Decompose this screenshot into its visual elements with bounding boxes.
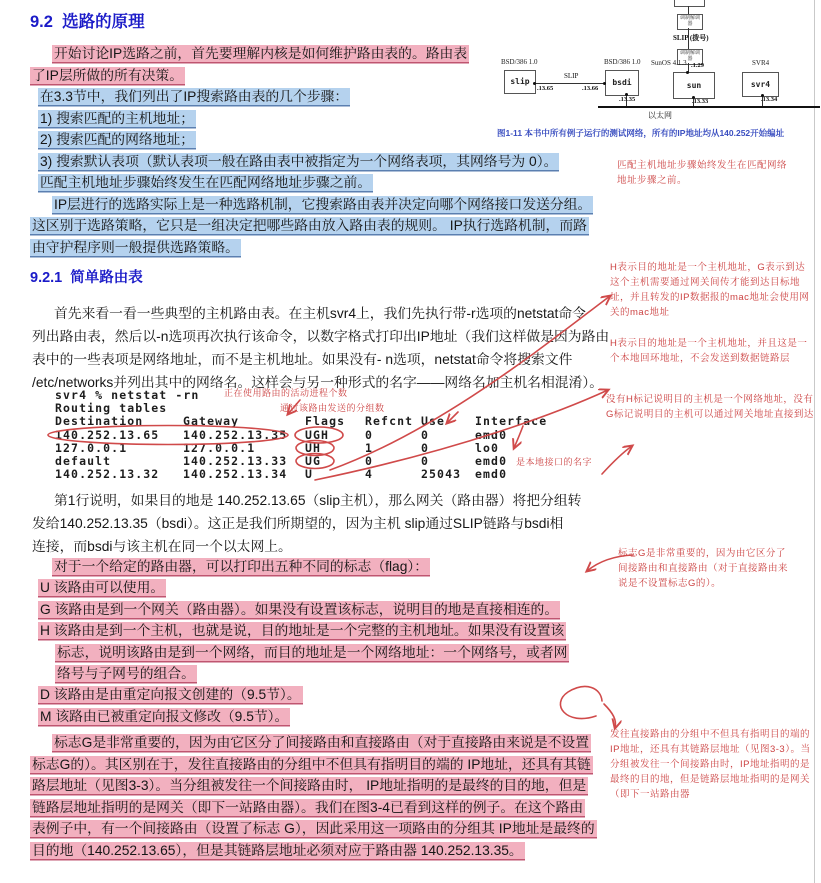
host-name-slip: slip bbox=[510, 77, 530, 87]
text-line: 3) 搜索默认表项（默认表项一般在路由表中被指定为一个网络表项，其网络号为 0）。 bbox=[40, 153, 558, 169]
text-line: D 该路由是由重定向报文创建的（9.5节）。 bbox=[40, 687, 301, 703]
text-line: 表例子中，有一个间接路由（设置了标志 G），因此采用这一项路由的分组其 IP地址是最终的 bbox=[32, 821, 595, 836]
table-cell: 140.252.13.33 bbox=[183, 453, 288, 468]
text-line: IP层进行的选路实际上是一种选路机制，它搜索路由表并决定向哪个网络接口发送分组。 bbox=[54, 196, 592, 212]
text-line: 路层地址（见图3-3）。当分组被发往一个间接路由时， IP地址指明的是最终的目的地，但是 bbox=[32, 778, 587, 793]
margin-note-loopback: H表示目的地址是一个主机地址，并且这是一个本地回环地址，不会发送到数据链路层 bbox=[610, 338, 808, 364]
margin-note-flag-g-important: 标志G是非常重要的，因为由它区分了间接路由和直接路由（对于直接路由来说是不设置标志G的）。 bbox=[618, 548, 789, 589]
text-line: 络号与子网号的组合。 bbox=[57, 665, 195, 681]
margin-note-flag-g: H表示目的地址是一个主机地址，G表示到达这个主机需要通过网关间传才能到达目标地址，并且转发的IP数据报的mac地址会使用网关的mac地址 bbox=[610, 262, 810, 318]
text-line: 匹配主机地址步骤始终发生在匹配网络地址步骤之前。 bbox=[40, 175, 372, 190]
text-line: 1) 搜索匹配的主机地址； bbox=[40, 110, 195, 126]
table-cell: U bbox=[305, 467, 314, 482]
text-line: H 该路由是到一个主机，也就是说，目的地址是一个完整的主机地址。如果没有设置该 bbox=[40, 623, 565, 639]
table-cell: UG bbox=[305, 453, 322, 468]
link-dot bbox=[686, 71, 689, 74]
table-cell: emd0 bbox=[475, 427, 508, 442]
os-label-svr4: SVR4 bbox=[752, 59, 770, 67]
text-line: G 该路由是到一个网关（路由器）。如果没有设置该标志，说明目的地是直接相连的。 bbox=[40, 601, 559, 617]
figure-caption: 图1-11 本书中所有例子运行的测试网络，所有的IP地址均从140.252开始编址 bbox=[497, 128, 785, 138]
text-line: 了IP层所做的所有决策。 bbox=[32, 67, 184, 83]
text-line: 首先来看一看一些典型的主机路由表。在主机svr4上，我们先执行带-r选项的netstat命令 bbox=[54, 306, 586, 321]
ip-slip-right: .13.65 bbox=[537, 85, 554, 92]
table-note-use: 通过该路由发送的分组数 bbox=[280, 403, 385, 413]
text-line: 表中的一些表项是网络地址，而不是主机地址。如果没有- n选项，netstat命令将搜索文件 bbox=[32, 352, 573, 367]
table-cell: 0 bbox=[421, 453, 430, 468]
table-cell: 140.252.13.65 bbox=[55, 427, 160, 442]
terminal-command: svr4 % netstat -rn bbox=[55, 388, 200, 402]
text-line: 标志G的）。其区别在于，发往直接路由的分组中不但具有指明目的端的 IP地址，还具有其链 bbox=[32, 756, 591, 772]
host-box-bsdi bbox=[605, 70, 639, 96]
host-name-bsdi: bsdi bbox=[612, 78, 632, 88]
text-line: 目的地（140.252.13.65），但是其链路层地址必须对应于路由器 140.252.13.35。 bbox=[32, 842, 523, 858]
slip-link-line bbox=[535, 83, 605, 84]
flags-list bbox=[30, 555, 569, 726]
arrow-to-note-direct-route bbox=[604, 704, 616, 728]
table-cell: 0 bbox=[365, 453, 374, 468]
table-cell: emd0 bbox=[475, 467, 508, 482]
table-cell: 0 bbox=[365, 427, 374, 442]
text-line: 标志，说明该路由是到一个网络，而目的地址是一个网络地址：一个网络号，或者网 bbox=[57, 644, 568, 660]
ip-svr4-bottom: .13.34 bbox=[761, 96, 778, 103]
wire bbox=[688, 6, 689, 14]
text-line: /etc/networks并列出其中的网络名。这样会与另一种形式的名字——网络名加主机名相混淆）。 bbox=[32, 375, 604, 390]
text-line: 由守护程序则一般提供选路策略。 bbox=[32, 239, 239, 255]
text-line: 第1行说明，如果目的地是 140.252.13.65（slip主机），那么网关（路由器）将把分组转 bbox=[54, 493, 582, 508]
host-box-sun bbox=[673, 72, 715, 99]
text-line: 这区别于选路策略，它只是一组决定把哪些路由放入路由表的规则。 IP执行选路机制，而路 bbox=[32, 218, 587, 233]
arrow-to-note-no-h bbox=[602, 446, 632, 474]
subsection-title: 9.2.1 简单路由表 bbox=[30, 270, 143, 286]
table-cell: UH bbox=[305, 440, 322, 455]
modem-box-top: 调制解调器 bbox=[677, 14, 703, 30]
table-note-refcnt: 正在使用路由的活动进程个数 bbox=[224, 388, 348, 398]
table-cell: emd0 bbox=[475, 453, 508, 468]
ethernet-label: 以太网 bbox=[648, 111, 672, 120]
netstat-intro-paragraph bbox=[30, 302, 611, 394]
table-cell: Use bbox=[421, 414, 446, 429]
section-title: 9.2 选路的原理 bbox=[30, 13, 145, 31]
route-explanation-paragraph bbox=[30, 489, 583, 558]
table-row bbox=[55, 429, 547, 442]
text-line: 在3.3节中，我们列出了IP搜索路由表的几个步骤： bbox=[40, 89, 349, 104]
link-dot bbox=[533, 82, 536, 85]
ip-bsdi-bottom: .13.35 bbox=[619, 96, 636, 103]
table-cell: default bbox=[55, 453, 112, 468]
table-cell: 127.0.0.1 bbox=[183, 440, 256, 455]
os-label-bsdi: BSD/386 1.0 bbox=[604, 58, 641, 66]
text-line: 2) 搜索匹配的网络地址； bbox=[40, 132, 195, 147]
table-cell: 4 bbox=[365, 467, 374, 482]
table-cell: Interface bbox=[475, 414, 548, 429]
text-line: 标志G是非常重要的，因为由它区分了间接路由和直接路由（对于直接路由来说是不设置 bbox=[54, 735, 590, 750]
table-note-interface: 是本地接口的名字 bbox=[516, 457, 593, 467]
host-box-svr4 bbox=[742, 72, 779, 97]
table-header-row bbox=[55, 415, 547, 428]
table-cell: 0 bbox=[421, 427, 430, 442]
table-cell: 0 bbox=[421, 440, 430, 455]
table-cell: 140.252.13.34 bbox=[183, 467, 288, 482]
text-line: 发给140.252.13.35（bsdi）。这正是我们所期望的，因为主机 slip通过SLIP链路与bsdi相 bbox=[32, 516, 564, 531]
table-cell: Gateway bbox=[183, 414, 240, 429]
table-row bbox=[55, 468, 547, 481]
text-line: 列出路由表，然后以-n选项再次执行该命令，以数字格式打印出IP地址（我们这样做是因为路由 bbox=[32, 329, 610, 344]
text-line: M 该路由已被重定向报文修改（9.5节）。 bbox=[40, 708, 289, 724]
host-box-slip bbox=[504, 70, 536, 94]
table-cell: 140.252.13.35 bbox=[183, 427, 288, 442]
os-label-slip: BSD/386 1.0 bbox=[501, 58, 538, 66]
table-cell: 1 bbox=[365, 440, 374, 455]
link-dot bbox=[603, 82, 606, 85]
modem-box-bottom: 调制解调器 bbox=[677, 49, 703, 65]
slip-link-label: SLIP bbox=[564, 72, 579, 80]
margin-note-match-order: 匹配主机地址步骤始终发生在匹配网络地址步骤之前。 bbox=[617, 160, 788, 186]
text-line: 链路层地址指明的是网关（即下一站路由器）。我们在图3-4已看到这样的例子。在这个路由 bbox=[32, 799, 584, 815]
margin-note-no-h: 没有H标记说明目的主机是一个网络地址，没有G标记说明目的主机可以通过网关地址直接到达 bbox=[606, 394, 814, 420]
terminal-title: Routing tables bbox=[55, 401, 168, 416]
text-line: 对于一个给定的路由器，可以打印出五种不同的标志（flag）： bbox=[54, 559, 429, 574]
text-line: 连接，而bsdi与该主机在同一个以太网上。 bbox=[32, 539, 292, 554]
slip-dialup-label: SLIP (拨号) bbox=[673, 34, 709, 42]
os-label-sun: SunOS 4.1.3 bbox=[651, 59, 687, 67]
ip-bsdi-left: .13.66 bbox=[582, 85, 599, 92]
ethernet-line bbox=[598, 106, 820, 108]
margin-note-direct-route: 发往直接路由的分组中不但具有指明目的端的IP地址，还具有其链路层地址（见图3-3）。当分组被发往一个间接路由时，IP地址指明的是最终的目的地，但是链路层地址指明的是网关（即下一站路由器 bbox=[610, 729, 811, 800]
table-cell: lo0 bbox=[475, 440, 500, 455]
table-row bbox=[55, 442, 547, 455]
host-name-sun: sun bbox=[686, 80, 702, 90]
flag-g-paragraph bbox=[30, 731, 597, 860]
table-cell: 25043 bbox=[421, 467, 462, 482]
table-cell: Refcnt bbox=[365, 414, 414, 429]
table-cell: 140.252.13.32 bbox=[55, 467, 160, 482]
router-box-cutoff bbox=[674, 0, 705, 7]
text-line: 开始讨论IP选路之前，首先要理解内核是如何维护路由表的。路由表 bbox=[54, 46, 468, 61]
table-cell: 127.0.0.1 bbox=[55, 440, 128, 455]
ip-sun-top: .1.29 bbox=[691, 62, 704, 69]
table-cell: Destination bbox=[55, 414, 144, 429]
table-cell: UGH bbox=[305, 427, 330, 442]
host-name-svr4: svr4 bbox=[750, 79, 771, 89]
table-cell: Flags bbox=[305, 414, 346, 429]
ip-sun-bottom: .13.33 bbox=[692, 98, 709, 105]
text-line: U 该路由可以使用。 bbox=[40, 580, 165, 596]
